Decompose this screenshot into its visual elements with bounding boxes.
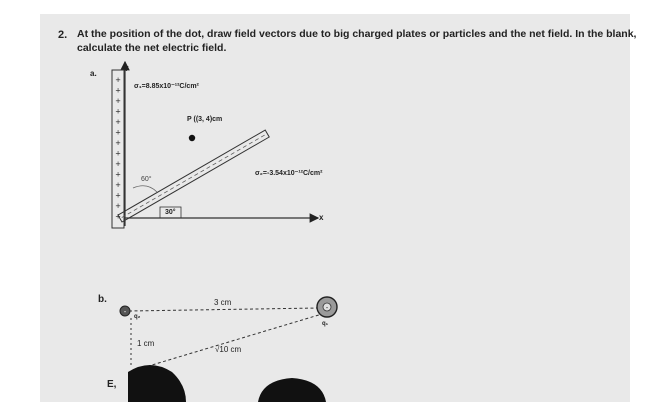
question-text: At the position of the dot, draw field vectors due to big charged plates or particles and the net field. In the blank, calculate the net electric field. (77, 28, 637, 54)
y-axis-label: Y (124, 66, 129, 73)
question-number: 2. (58, 29, 68, 41)
sigma2-label: σ₂=-3.54x10⁻¹²C/cm² (255, 170, 323, 177)
plus-sign: + (115, 170, 121, 179)
point-p-label: P ((3, 4)cm (187, 116, 223, 123)
dark-blob-left (128, 365, 186, 402)
plus-signs (115, 76, 121, 221)
charge-q1-label: q₁ (322, 321, 329, 327)
angle-30-label: 30° (165, 209, 176, 216)
svg-text:-: - (325, 304, 329, 312)
plus-sign: + (115, 118, 121, 126)
plus-sign: + (115, 181, 121, 189)
part-b-label: b. (98, 294, 107, 305)
field-e-label: E, (107, 379, 117, 390)
distance-1cm-label: 1 cm (137, 339, 155, 348)
plus-sign: + (115, 97, 121, 105)
plus-sign: + (115, 139, 121, 147)
part-a-label: a. (90, 69, 97, 78)
plus-sign: + (115, 86, 121, 95)
plus-sign: + (115, 107, 121, 116)
angle-30-box (160, 207, 181, 218)
plus-sign: + (115, 160, 121, 168)
plus-sign: + (115, 212, 121, 221)
distance-3cm-label: 3 cm (214, 298, 232, 307)
negative-plate (118, 130, 269, 222)
x-axis-label: x (319, 213, 324, 222)
plus-sign: + (115, 128, 121, 137)
horizontal-dashed-line (129, 308, 318, 311)
angle-60-arc (133, 186, 157, 192)
plus-sign: + (115, 76, 121, 84)
distance-sqrt10-label: √10 cm (215, 345, 242, 354)
plus-sign: + (115, 149, 121, 158)
angle-60-label: 60° (141, 176, 152, 183)
plus-sign: + (115, 202, 121, 210)
diagonal-dashed-line (142, 314, 322, 368)
dark-blob-right (258, 378, 326, 402)
plus-sign: + (115, 191, 121, 200)
point-p-dot (189, 135, 195, 141)
sigma1-label: σ₁=8.85x10⁻¹²C/cm² (134, 83, 199, 90)
charge-q2-label: q₂ (134, 314, 141, 320)
svg-text:-: - (123, 308, 127, 316)
